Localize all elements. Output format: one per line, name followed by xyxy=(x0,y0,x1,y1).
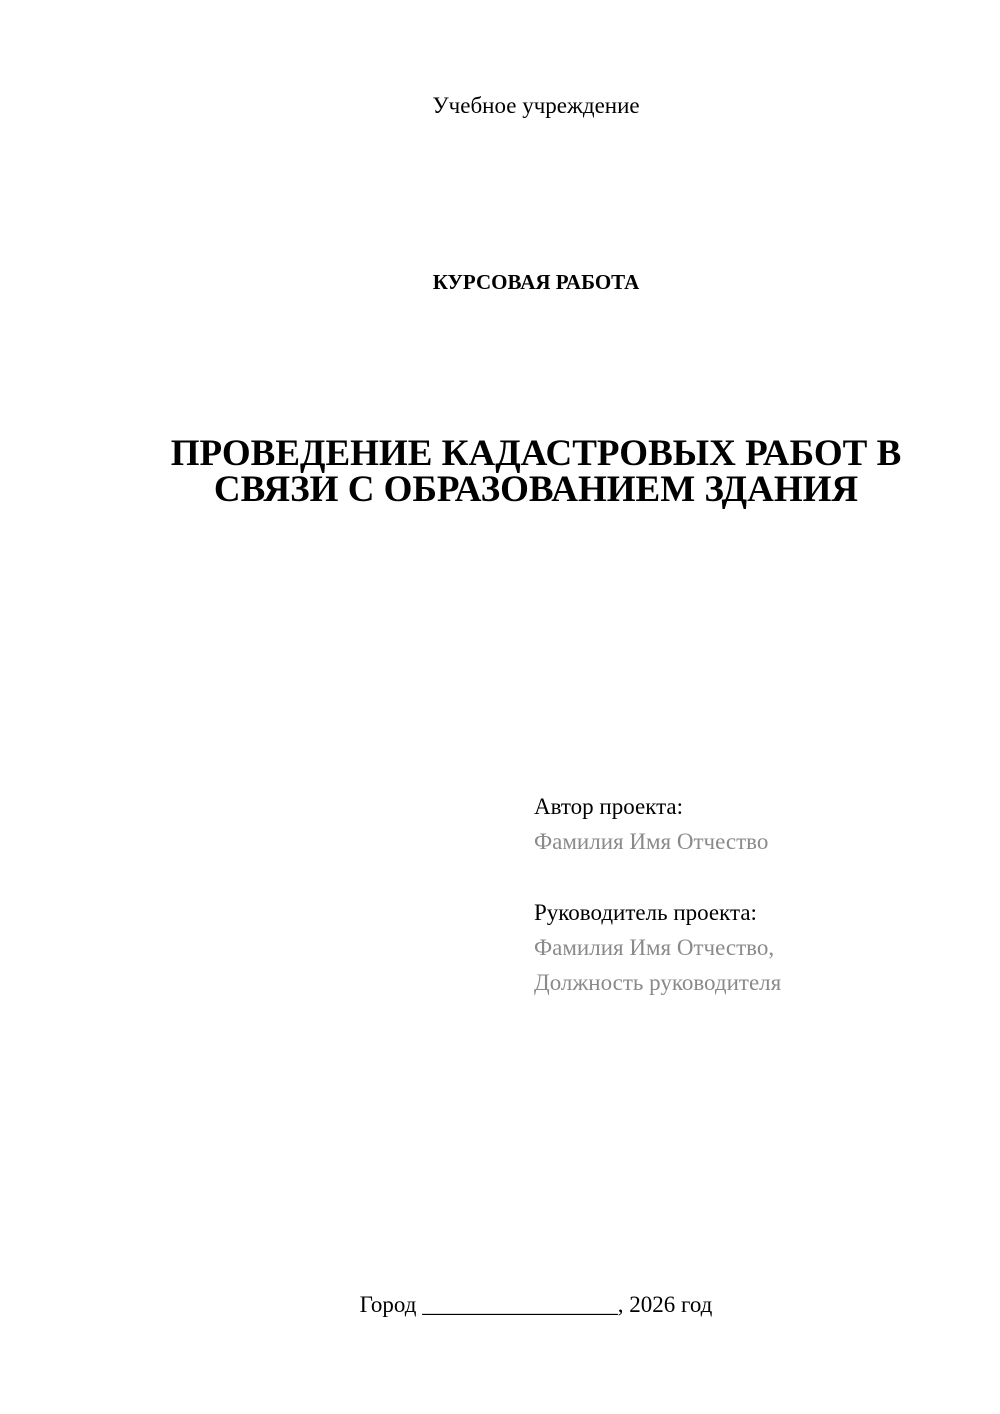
document-title-line-1: ПРОВЕДЕНИЕ КАДАСТРОВЫХ РАБОТ В xyxy=(170,433,902,474)
supervisor-name: Фамилия Имя Отчество, xyxy=(534,935,775,960)
authors-spacer xyxy=(534,859,974,895)
authors-block xyxy=(534,789,974,1000)
document-title xyxy=(0,433,1000,510)
author-label: Автор проекта: xyxy=(534,794,683,819)
document-title-line-2: СВЯЗИ С ОБРАЗОВАНИЕМ ЗДАНИЯ xyxy=(213,469,859,510)
author-name: Фамилия Имя Отчество xyxy=(534,829,769,854)
city-year-line: Город _________________, 2026 год xyxy=(359,1292,713,1317)
work-type-heading: КУРСОВАЯ РАБОТА xyxy=(432,270,640,294)
institution-name: Учебное учреждение xyxy=(432,93,640,118)
supervisor-label: Руководитель проекта: xyxy=(534,900,757,925)
supervisor-position: Должность руководителя xyxy=(534,970,782,995)
